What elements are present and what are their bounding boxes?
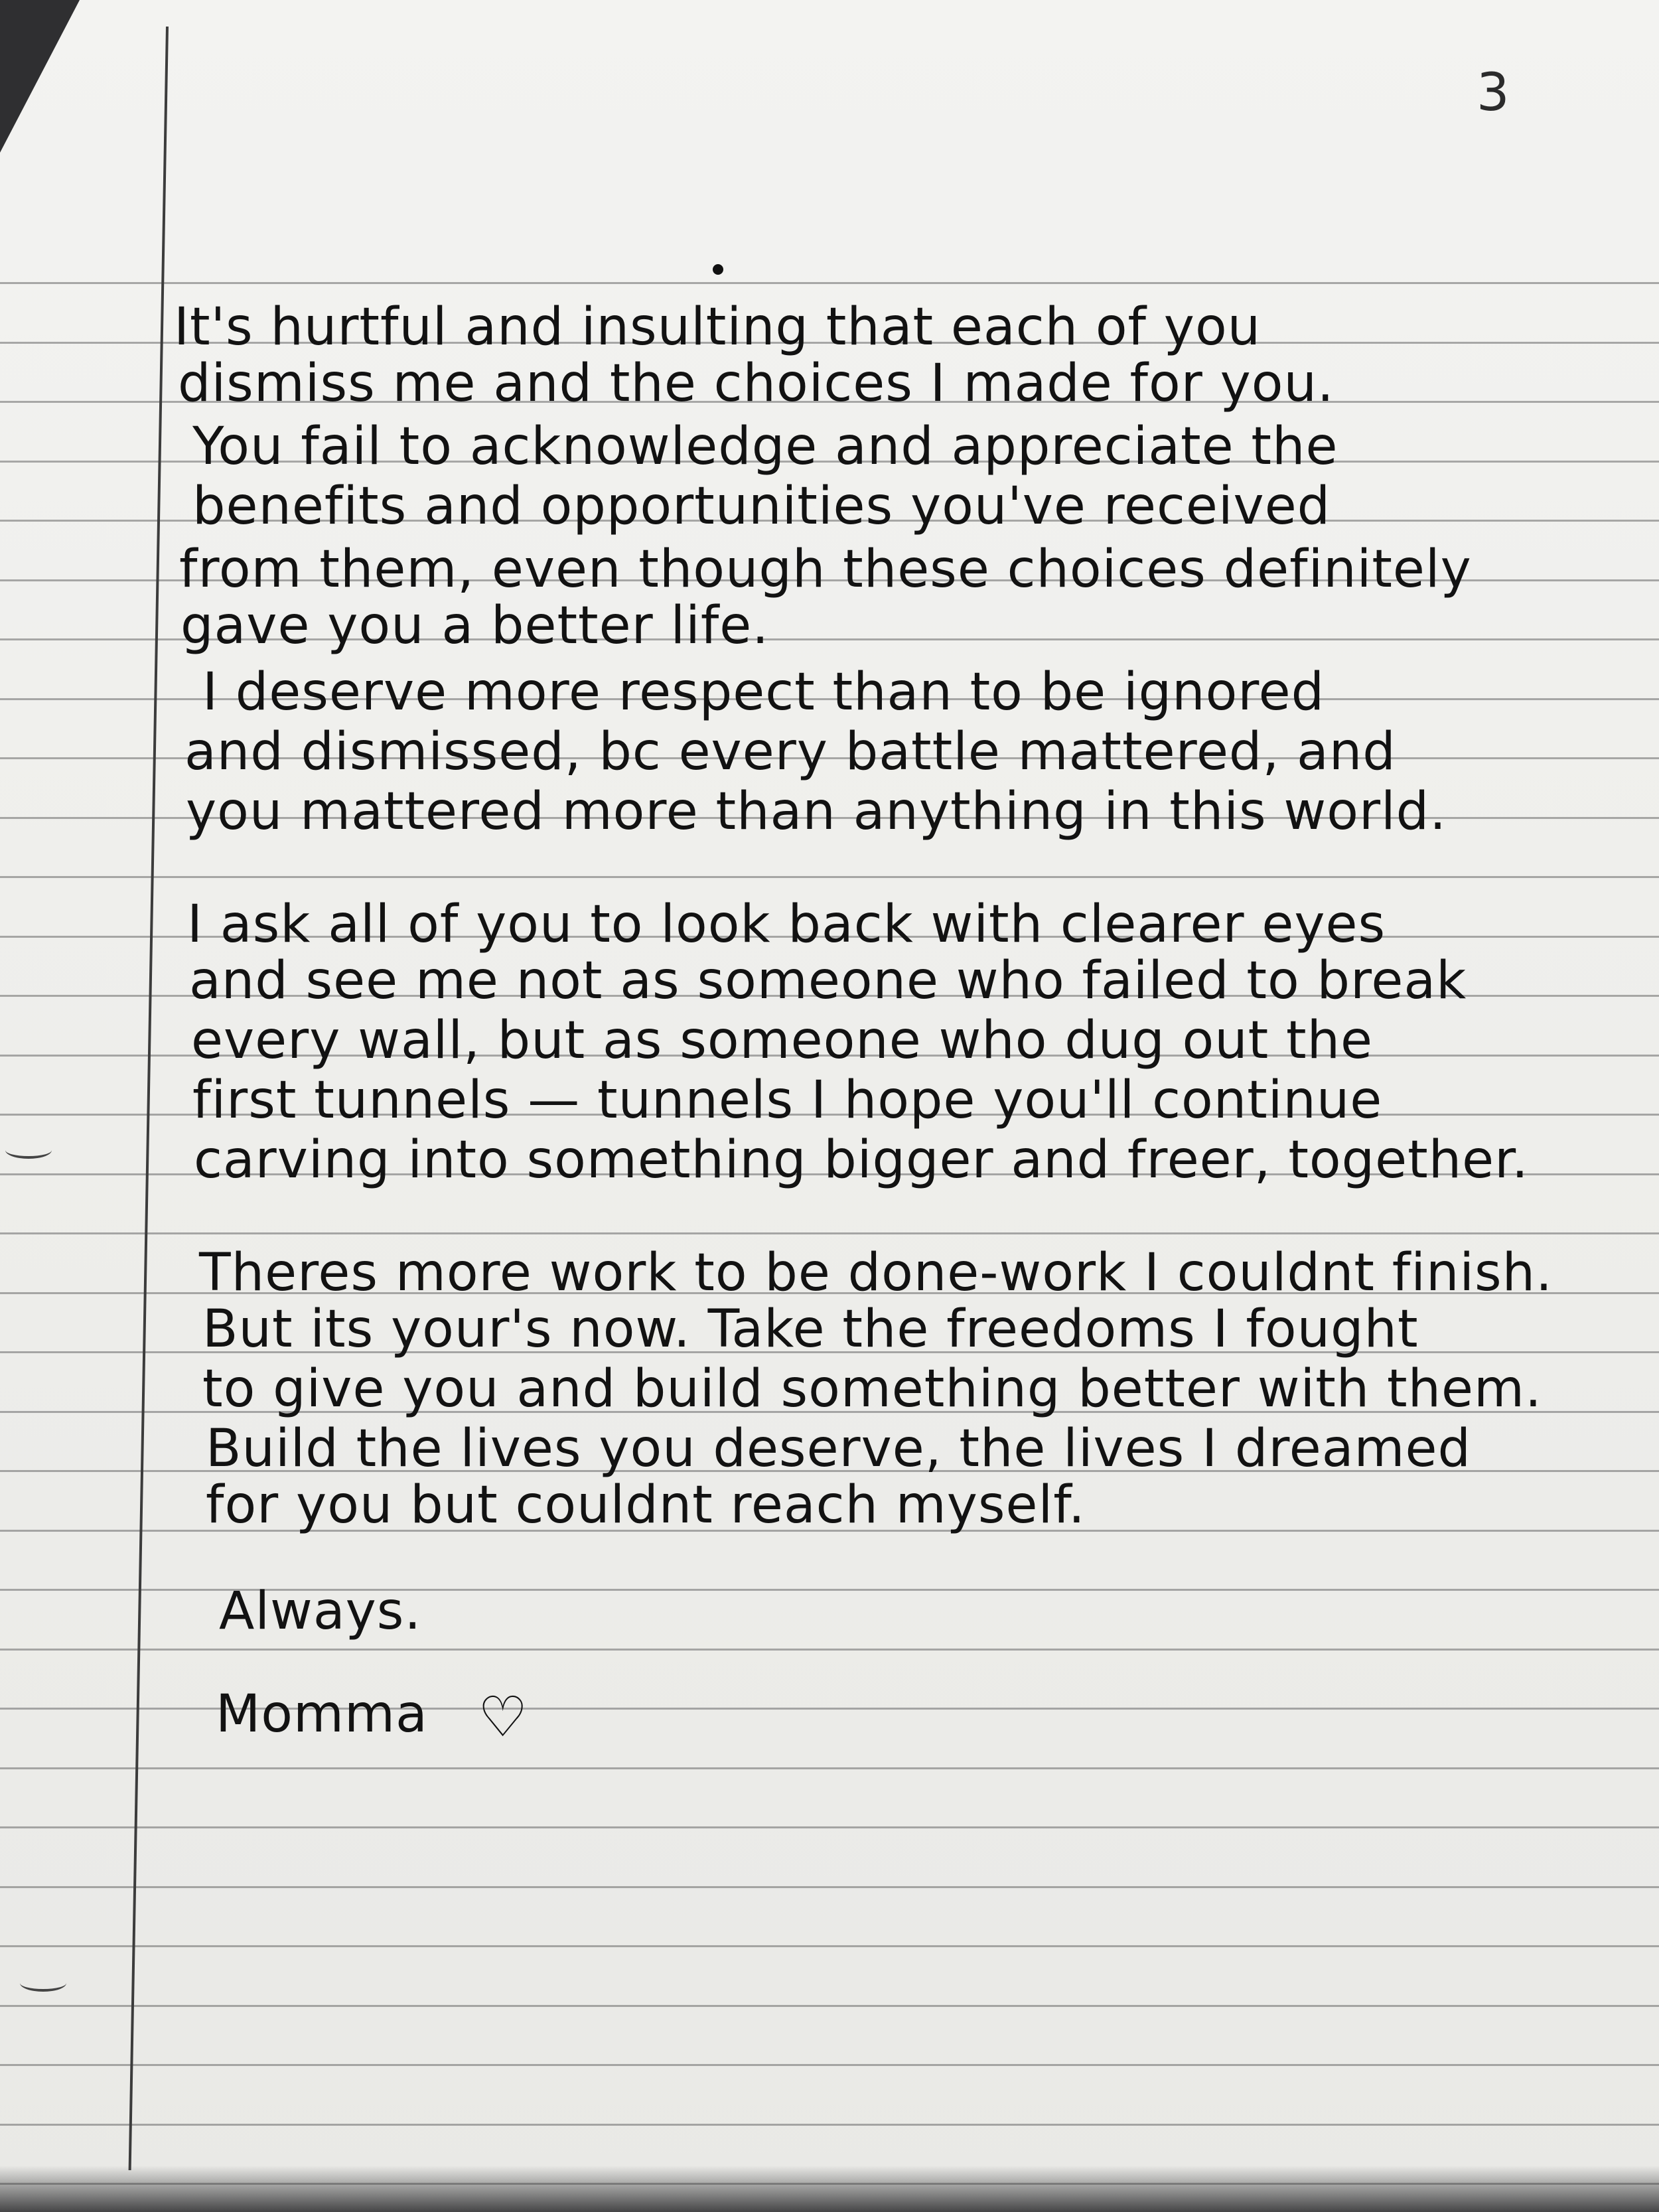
ruled-line	[0, 2005, 1659, 2007]
letter-line: every wall, but as someone who dug out the	[191, 1011, 1374, 1070]
ruled-line	[0, 1232, 1659, 1234]
letter-line: to give you and build something better with them.	[202, 1359, 1542, 1419]
letter-line: Build the lives you deserve, the lives I dreamed	[206, 1419, 1472, 1479]
ruled-line	[0, 1649, 1659, 1651]
binder-hole-mark	[20, 1974, 66, 1992]
letter-line: Theres more work to be done-work I couldnt finish.	[199, 1243, 1553, 1303]
margin-line	[129, 27, 169, 2170]
ruled-line	[0, 1826, 1659, 1828]
letter-line: You fail to acknowledge and appreciate the	[192, 417, 1338, 477]
ruled-line	[0, 2124, 1659, 2126]
signature: Momma	[216, 1684, 428, 1744]
ruled-line	[0, 2064, 1659, 2066]
letter-line: and see me not as someone who failed to break	[189, 951, 1467, 1011]
letter-line: benefits and opportunities you've received	[192, 477, 1331, 536]
binder-hole-mark	[5, 1142, 52, 1159]
ruled-line	[0, 1767, 1659, 1769]
letter-line: for you but couldnt reach myself.	[206, 1475, 1086, 1535]
letter-line: dismiss me and the choices I made for you.	[178, 354, 1334, 413]
letter-line: I deserve more respect than to be ignored	[202, 662, 1325, 722]
letter-line: carving into something bigger and freer, together.	[194, 1130, 1529, 1190]
letter-line: It's hurtful and insulting that each of you	[174, 297, 1262, 357]
heart-icon: ♡	[478, 1684, 528, 1749]
closing: Always.	[219, 1582, 422, 1641]
letter-line: from them, even though these choices definitely	[179, 540, 1472, 599]
ruled-line	[0, 282, 1659, 284]
page-bottom-edge	[0, 2166, 1659, 2212]
letter-line: first tunnels — tunnels I hope you'll continue	[192, 1070, 1383, 1130]
letter-line: But its your's now. Take the freedoms I fought	[202, 1299, 1419, 1359]
letter-line: gave you a better life.	[180, 596, 770, 656]
ruled-line	[0, 1945, 1659, 1947]
folded-corner	[0, 0, 80, 153]
ink-dot	[713, 264, 723, 275]
ruled-line	[0, 876, 1659, 878]
letter-line: and dismissed, bc every battle mattered, and	[184, 722, 1396, 782]
letter-line: you mattered more than anything in this world.	[186, 782, 1447, 842]
page-number: 3	[1477, 63, 1510, 123]
letter-line: I ask all of you to look back with clearer eyes	[187, 895, 1386, 954]
ruled-line	[0, 1886, 1659, 1888]
